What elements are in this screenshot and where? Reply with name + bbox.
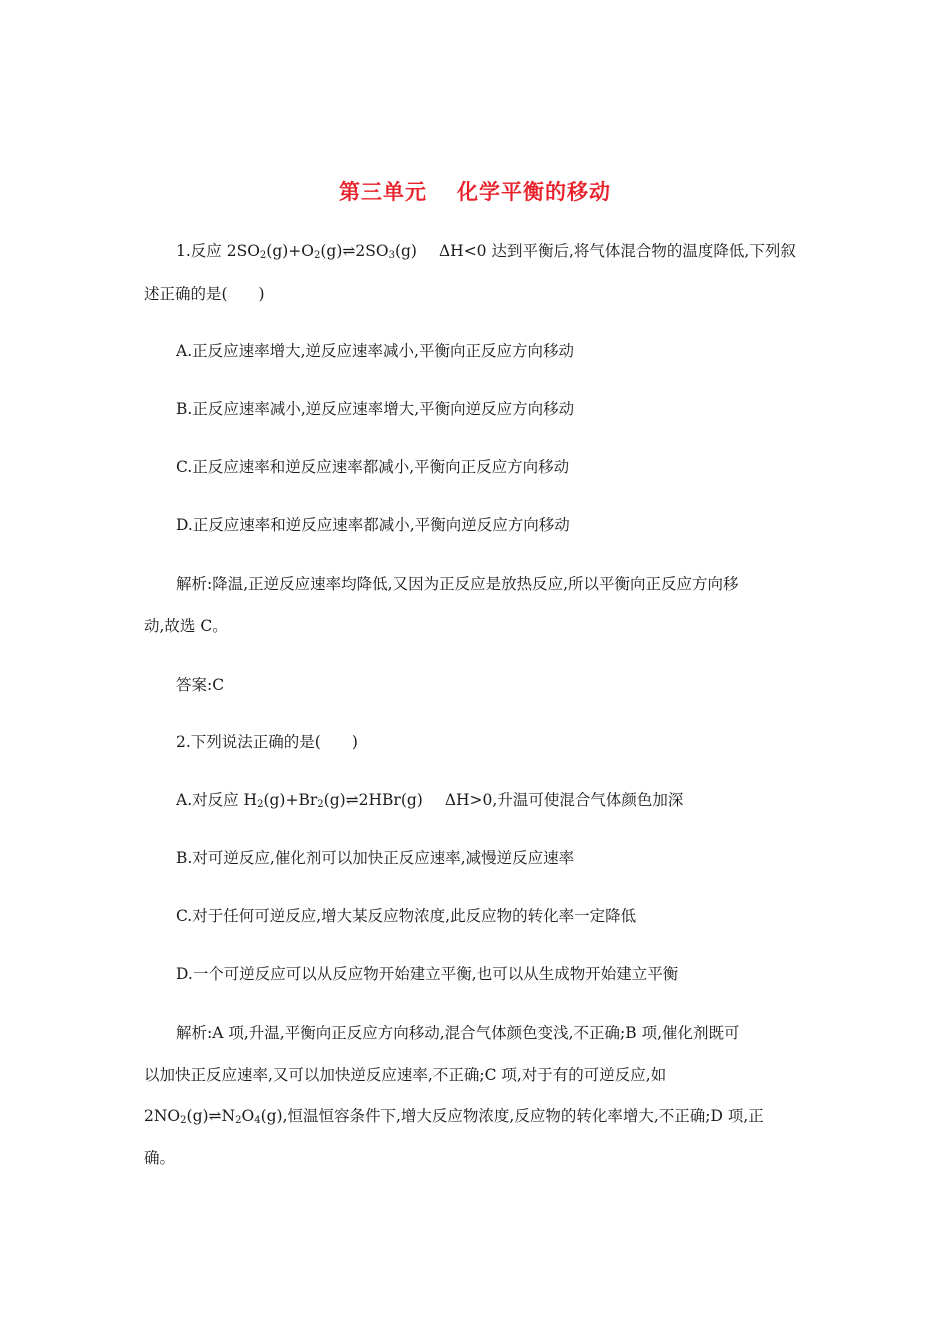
q1-option-a: A.正反应速率增大,逆反应速率减小,平衡向正反应方向移动 bbox=[176, 342, 574, 360]
q1-stem-line1: 1.反应 $2SO_2(g)+O_2(g)\rightleftharpoons 2SO_3(g)$ ΔH<0 达到平衡后,将气体混合物的温度降低,下列叙 bbox=[176, 242, 796, 261]
page-title bbox=[0, 176, 950, 206]
q2-analysis-line1: 解析:A 项,升温,平衡向正反应方向移动,混合气体颜色变浅,不正确;B 项,催化剂既可 bbox=[176, 1024, 740, 1042]
q1-stem-line2: 述正确的是( ) bbox=[144, 285, 265, 303]
q1-answer: 答案:C bbox=[176, 676, 225, 694]
q2-analysis-line4: 确。 bbox=[144, 1149, 176, 1167]
q2-option-b: B.对可逆反应,催化剂可以加快正反应速率,减慢逆反应速率 bbox=[176, 849, 575, 867]
q2-analysis-line3: $2NO_2(g)\rightleftharpoons N_2O_4(g)$,恒温恒容条件下,增大反应物浓度,反应物的转化率增大,不正确;D 项,正 bbox=[144, 1107, 764, 1126]
q1-analysis-line2: 动,故选 C。 bbox=[144, 617, 228, 635]
q1-option-d: D.正反应速率和逆反应速率都减小,平衡向逆反应方向移动 bbox=[176, 516, 570, 534]
q2-option-a: A.对反应 $H_2(g)+Br_2(g)\rightleftharpoons 2HBr(g)$ ΔH>0,升温可使混合气体颜色加深 bbox=[176, 791, 684, 810]
title-unit: 第三单元 bbox=[339, 180, 427, 204]
q1-analysis-line1: 解析:降温,正逆反应速率均降低,又因为正反应是放热反应,所以平衡向正反应方向移 bbox=[176, 575, 739, 593]
q2-stem: 2.下列说法正确的是( ) bbox=[176, 733, 358, 751]
q2-option-d: D.一个可逆反应可以从反应物开始建立平衡,也可以从生成物开始建立平衡 bbox=[176, 965, 679, 983]
q2-option-c: C.对于任何可逆反应,增大某反应物浓度,此反应物的转化率一定降低 bbox=[176, 907, 637, 925]
q1-option-b: B.正反应速率减小,逆反应速率增大,平衡向逆反应方向移动 bbox=[176, 400, 575, 418]
title-topic: 化学平衡的移动 bbox=[457, 180, 611, 204]
q2-analysis-line2: 以加快正反应速率,又可以加快逆反应速率,不正确;C 项,对于有的可逆反应,如 bbox=[144, 1066, 667, 1084]
q1-option-c: C.正反应速率和逆反应速率都减小,平衡向正反应方向移动 bbox=[176, 458, 570, 476]
